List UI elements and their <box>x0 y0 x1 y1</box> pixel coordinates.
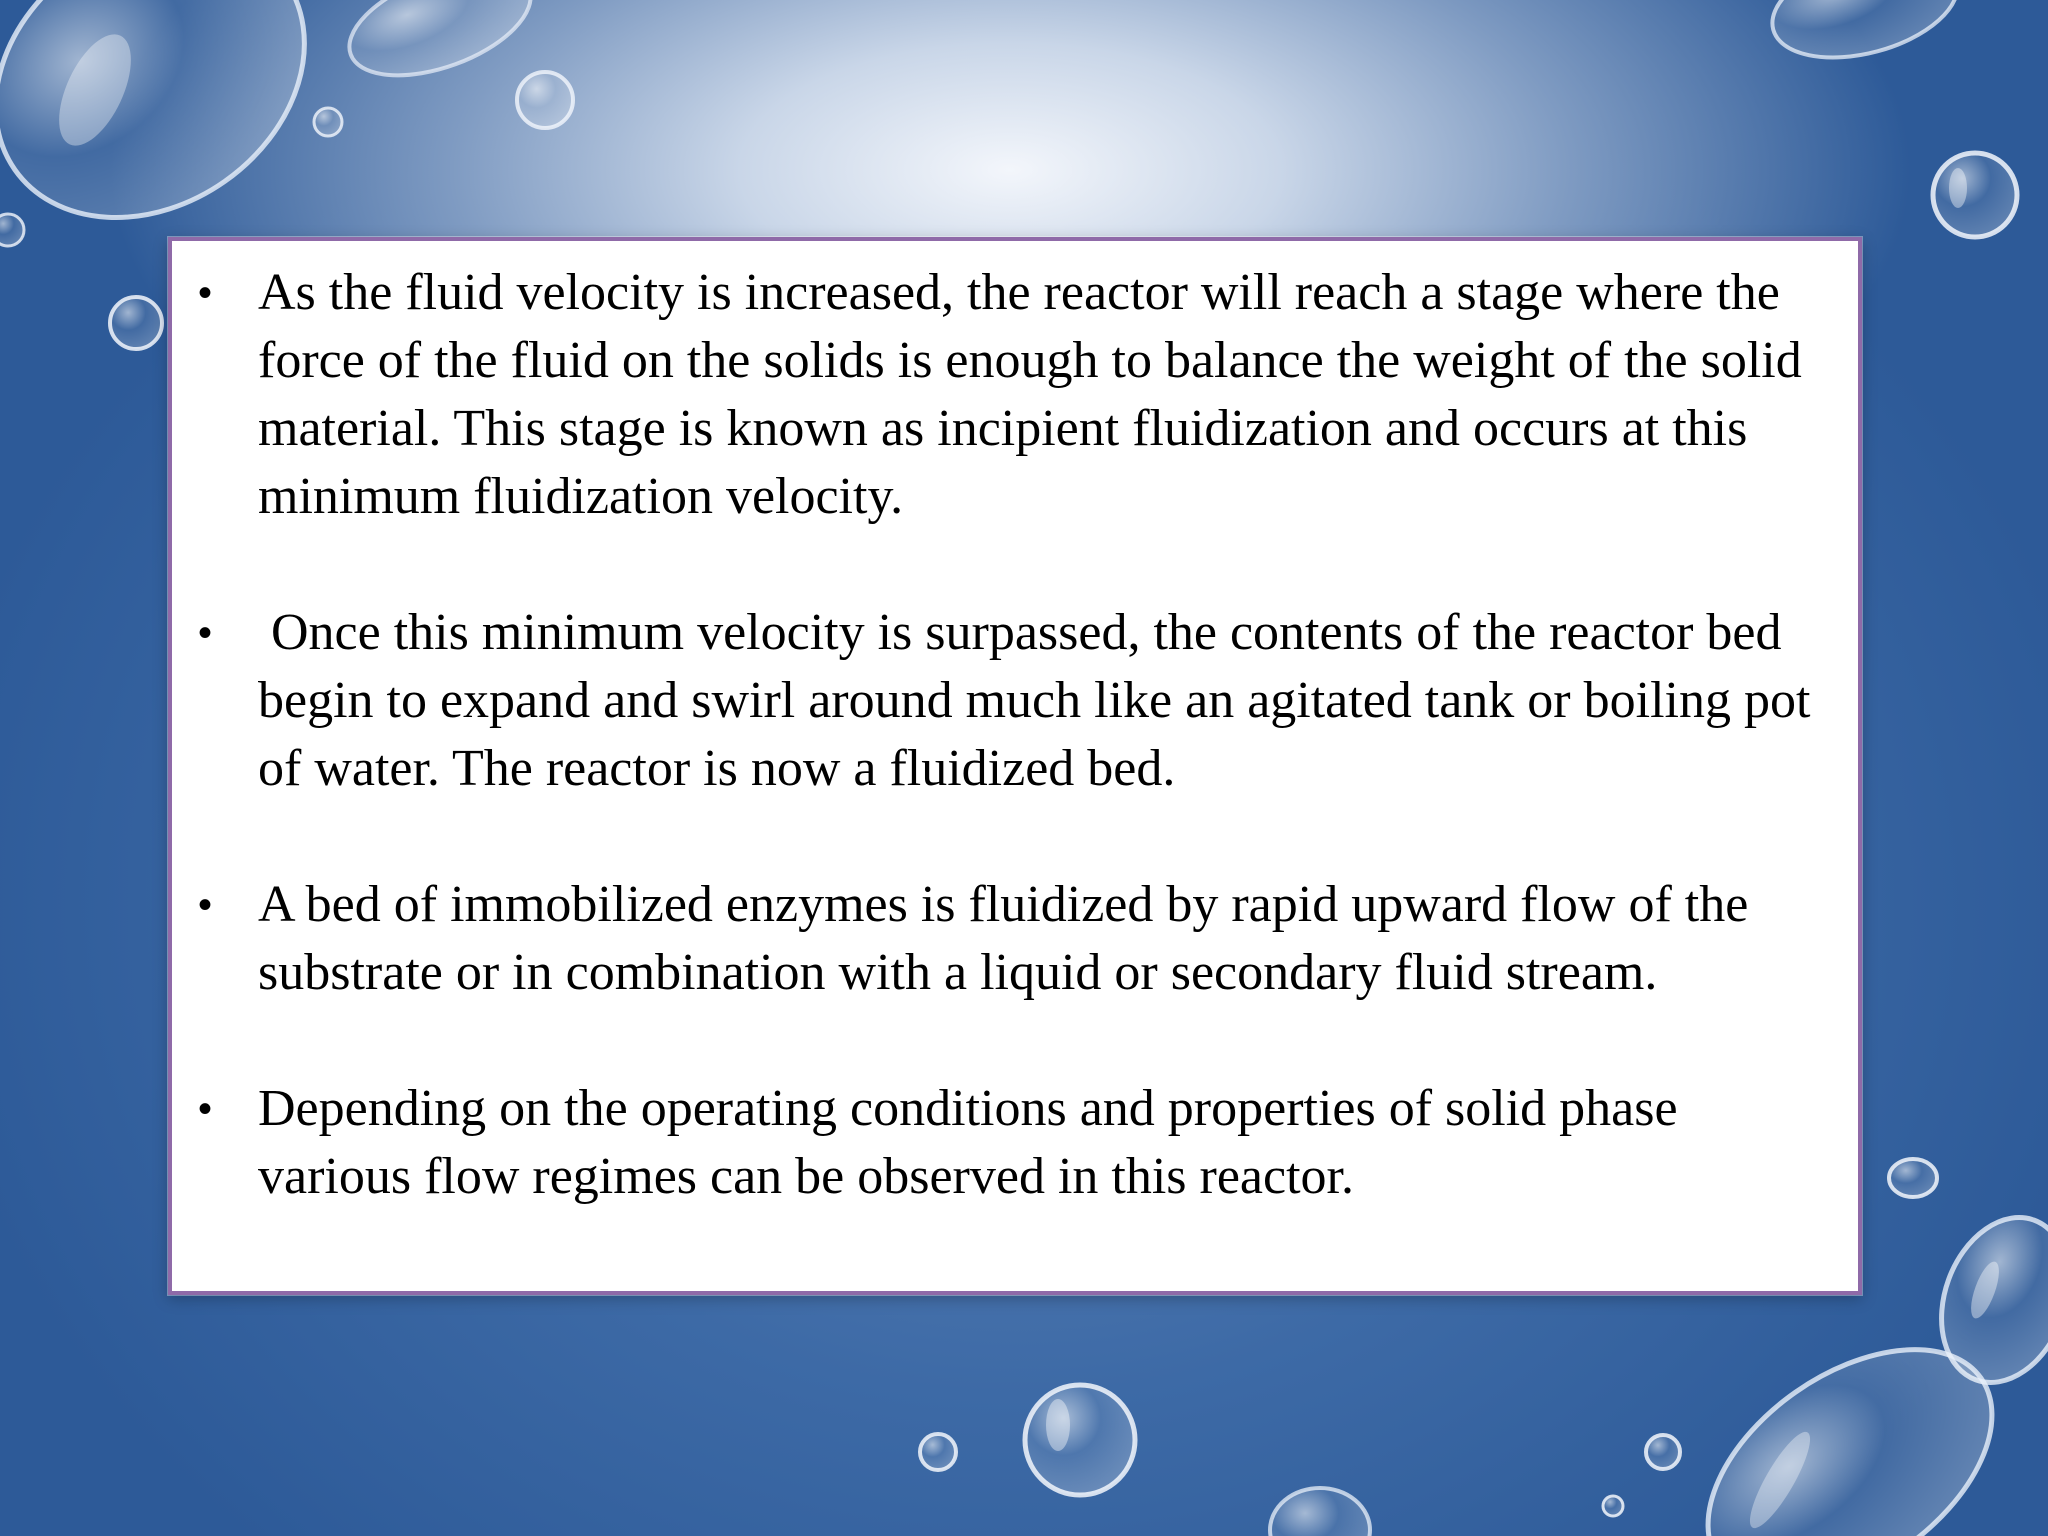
bullet-list <box>172 241 1858 1211</box>
bullet-text-4: Depending on the operating conditions and properties of solid phase various flow regimes can be observed in this reactor. <box>258 1080 1691 1205</box>
droplet-bottom-tiny <box>1603 1496 1623 1516</box>
droplet-right-upper <box>1933 153 2017 237</box>
droplet-left-edge <box>0 214 24 246</box>
droplet-top-left-large <box>0 0 360 276</box>
droplet-bottom-small-2 <box>1646 1435 1680 1469</box>
bullet-item-4 <box>172 1075 1838 1211</box>
bullet-text-1: As the fluid velocity is increased, the reactor will reach a stage where the force of the fluid on the solids is enough to balance the weight of the solid material. This stage is known as incipient fluidization and occurs at this minimum fluidization velocity. <box>258 264 1815 525</box>
droplet-small-2 <box>314 108 342 136</box>
droplet-bottom-partial <box>1270 1488 1370 1536</box>
droplet-small-1 <box>517 72 573 128</box>
bullet-text-2: Once this minimum velocity is surpassed, the contents of the reactor bed begin to expand and swirl around much like an agitated tank or boiling pot of water. The reactor is now a fluidized bed. <box>258 604 1824 797</box>
droplet-top-right <box>1761 0 1969 76</box>
bullet-marker: • <box>197 883 212 927</box>
droplet-bottom-small-1 <box>920 1434 956 1470</box>
bullet-item-2 <box>172 599 1838 803</box>
bullet-text-3: A bed of immobilized enzymes is fluidized by rapid upward flow of the substrate or in combination with a liquid or secondary fluid stream. <box>258 876 1762 1001</box>
bullet-item-1 <box>172 259 1838 531</box>
droplet-right-small <box>1889 1159 1937 1197</box>
droplet-left-mid <box>110 297 162 349</box>
bullet-marker: • <box>197 1087 212 1131</box>
bullet-item-3 <box>172 871 1838 1007</box>
droplet-top-left-flat <box>335 0 544 97</box>
bullet-marker: • <box>197 611 212 655</box>
bullet-marker: • <box>197 271 212 315</box>
droplet-bottom-center <box>1025 1385 1135 1495</box>
content-text-box <box>168 237 1862 1295</box>
